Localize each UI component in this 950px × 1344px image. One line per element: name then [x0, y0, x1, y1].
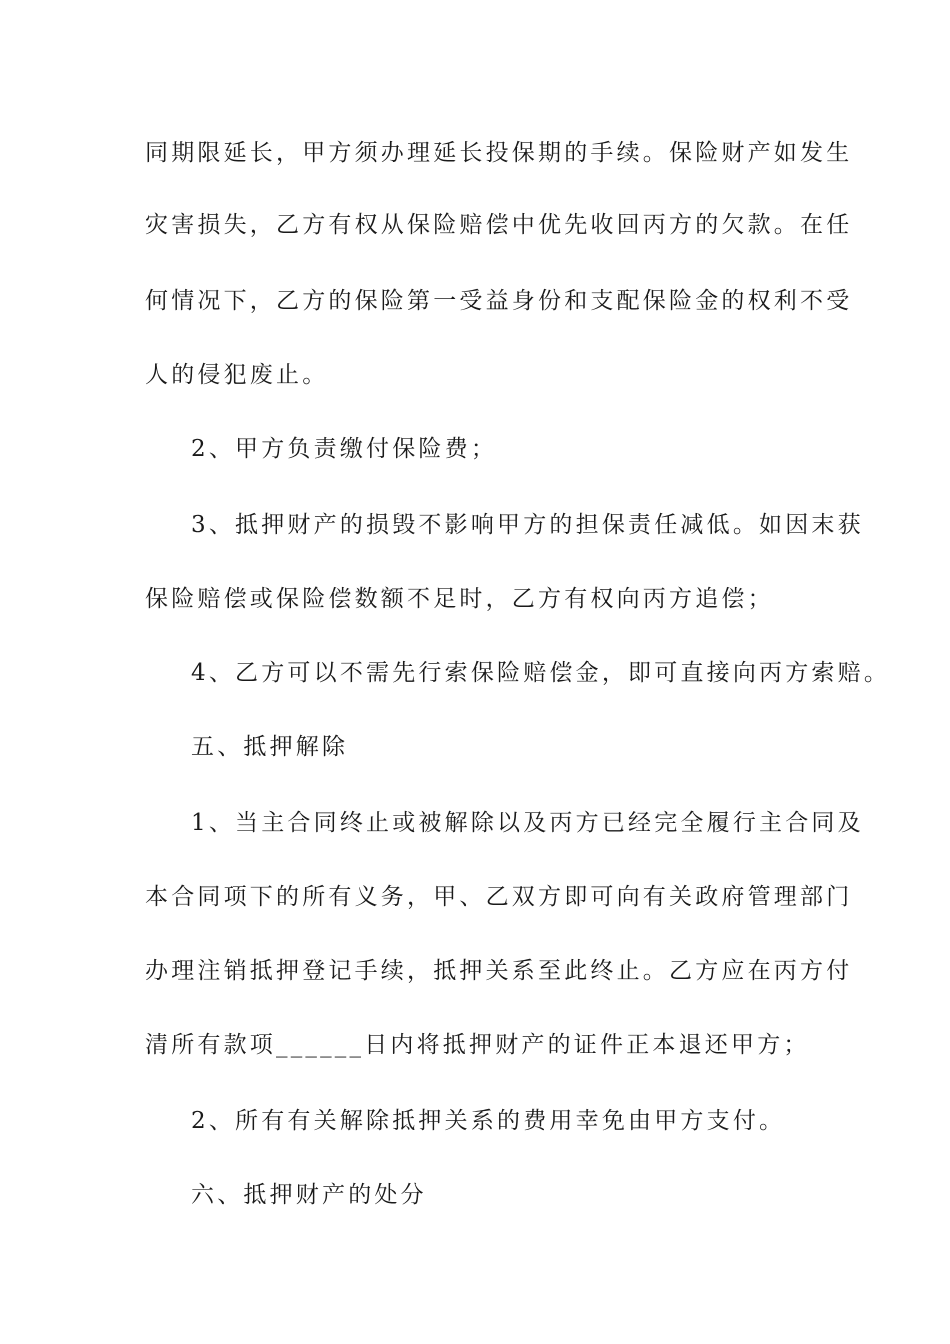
list-item-2: 2、甲方负责缴付保险费； — [191, 436, 498, 462]
list-item-3: 3、抵押财产的损毁不影响甲方的担保责任减低。如因末获 — [191, 512, 864, 538]
list-item-1: 1、当主合同终止或被解除以及丙方已经完全履行主合同及 — [191, 810, 864, 836]
paragraph-line: 办理注销抵押登记手续，抵押关系至此终止。乙方应在丙方付 — [145, 958, 853, 984]
paragraph-line: 人的侵犯废止。 — [145, 362, 329, 388]
paragraph-line: 保险赔偿或保险偿数额不足时，乙方有权向丙方追偿； — [145, 586, 774, 612]
paragraph-line: 同期限延长，甲方须办理延长投保期的手续。保险财产如发生 — [145, 140, 853, 166]
section-heading-6: 六、抵押财产的处分 — [191, 1182, 427, 1208]
paragraph-line: 清所有款项______日内将抵押财产的证件正本退还甲方； — [145, 1032, 810, 1058]
section-heading-5: 五、抵押解除 — [191, 734, 349, 760]
list-item-4: 4、乙方可以不需先行索保险赔偿金，即可直接向丙方索赔。 — [191, 660, 891, 686]
paragraph-line: 何情况下，乙方的保险第一受益身份和支配保险金的权利不受 — [145, 288, 853, 314]
list-item-2: 2、所有有关解除抵押关系的费用幸免由甲方支付。 — [191, 1108, 786, 1134]
paragraph-line: 本合同项下的所有义务，甲、乙双方即可向有关政府管理部门 — [145, 884, 853, 910]
paragraph-line: 灾害损失，乙方有权从保险赔偿中优先收回丙方的欠款。在任 — [145, 212, 853, 238]
